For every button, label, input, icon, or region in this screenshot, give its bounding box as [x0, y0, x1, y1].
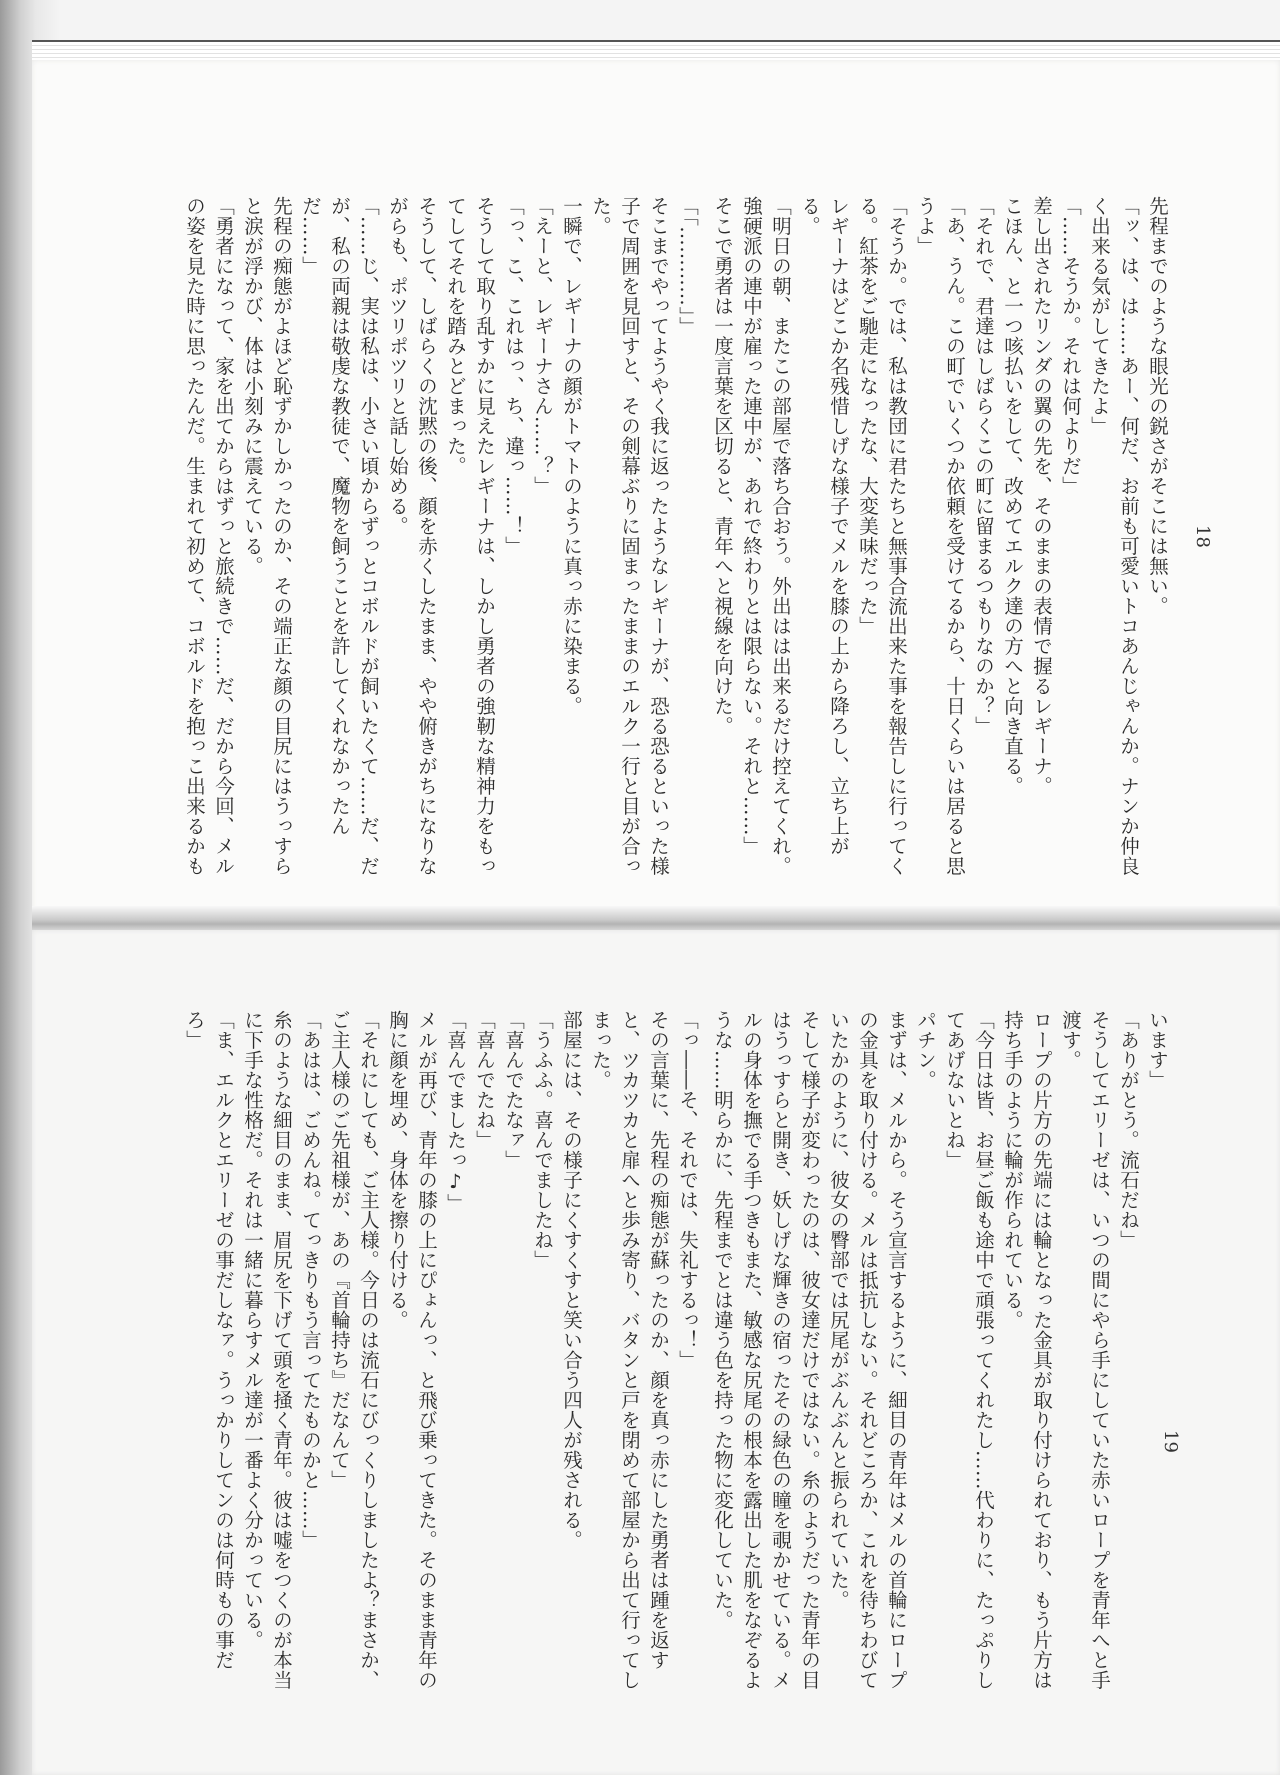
text-line: 「喜んでたなァ」: [502, 1010, 525, 1170]
text-line: 「ありがとう。流石だね」: [1117, 1010, 1140, 1250]
text-line: 「っ、こ、これはっ、ち、違っ……！」: [502, 196, 525, 556]
text-line: こほん、と一つ咳払いをして、改めてエルク達の方へと向き直る。: [1001, 196, 1024, 796]
text-line: 一瞬で、レギーナの顔がトマトのように真っ赤に染まる。: [560, 196, 583, 716]
text-line: 「ま、エルクとエリーゼの事だしなァ。うっかりしてンのは何時もの事だろ」: [183, 1010, 235, 1670]
text-line: そうして取り乱すかに見えたレギーナは、しかし勇者の強靭な精神力をもってしてそれを踏みとどまった。: [444, 196, 496, 876]
text-line: 糸のような細目のまま、眉尻を下げて頭を掻く青年。彼は嘘をつくのが本当に下手な性格だ。それは一緒に暮らすメル達が一番よく分かっている。: [241, 1010, 293, 1690]
text-line: そして様子が変わったのは、彼女達だけではない。糸のようだった青年の目はうっすらと開き、妖しげな輝きの宿ったその緑色の瞳を覗かせている。メルの身体を撫でる手つきもまた、敏感な尻尾の根本を露出した肌をなぞるような……明らかに、先程までとは違う色を持った物に変化していた。: [711, 1010, 821, 1690]
text-line: 部屋には、その様子にくすくすと笑い合う四人が残される。: [560, 1010, 583, 1550]
text-line: レギーナはどこか名残惜しげな様子でメルを膝の上から降ろし、立ち上がる。: [798, 196, 850, 856]
text-line: 「「…………」」: [676, 196, 699, 337]
text-line: 「ッ、は、は……あー、何だ、お前も可愛いトコあんじゃんか。ナンか仲良く出来る気がしてきたよ」: [1088, 196, 1140, 876]
page-18-left-column: [182, 196, 702, 886]
text-line: 「明日の朝、またこの部屋で落ち合おう。外出はは出来るだけ控えてくれ。強硬派の連中が雇った連中が、あれで終わりとは限らない。それと……」: [740, 196, 792, 876]
text-line: 「今日は皆、お昼ご飯も途中で頑張ってくれたし……代わりに、たっぷりしてあげないとね」: [943, 1010, 995, 1690]
text-line: 差し出されたリンダの翼の先を、そのままの表情で握るレギーナ。: [1030, 196, 1053, 796]
text-line: 「喜んでましたっ♪」: [444, 1010, 467, 1214]
text-line: メルが再び、青年の膝の上にぴょんっ、と飛び乗ってきた。そのまま青年の胸に顔を埋め、身体を擦り付ける。: [386, 1010, 438, 1690]
page-19-left-column: [182, 1010, 702, 1700]
text-line: 「そうか。では、私は教団に君たちと無事合流出来た事を報告しに行ってくる。紅茶をご馳走になったな、大変美味だった」: [856, 196, 908, 876]
text-line: 「勇者になって、家を出てからはずっと旅続きで……だ、だから今回、メルの姿を見た時に思ったんだ。生まれて初めて、コボルドを抱っこ出来るかも: [183, 196, 235, 876]
text-line: 「喜んでたね」: [473, 1010, 496, 1150]
text-line: まずは、メルから。そう宣言するように、細目の青年はメルの首輪にロープの金具を取り付ける。メルは抵抗しない。それどころか、これを待ちわびていたかのように、彼女の臀部では尻尾がぶんぶんと振られていた。: [827, 1010, 908, 1690]
text-line: ロープの片方の先端には輪となった金具が取り付けられており、もう片方は持ち手のように輪が作られている。: [1001, 1010, 1053, 1690]
page-18-right-column: [710, 196, 1172, 886]
text-line: 先程までのような眼光の鋭さがそこには無い。: [1146, 196, 1169, 616]
text-line: パチン。: [914, 1010, 937, 1090]
text-line: 「えーと、レギーナさん……？」: [531, 196, 554, 496]
text-line: 先程の痴態がよほど恥ずかしかったのか、その端正な顔の目尻にはうっすらと涙が浮かび、体は小刻みに震えている。: [241, 196, 293, 876]
page-18: [32, 60, 1280, 916]
text-line: その言葉に、先程の痴態が蘇ったのか、顔を真っ赤にした勇者は踵を返すと、ツカツカと扉へと歩み寄り、バタンと戸を閉めて部屋から出て行ってしまった。: [589, 1010, 670, 1690]
text-line: います」: [1146, 1010, 1169, 1090]
text-line: そうして、しばらくの沈黙の後、顔を赤くしたまま、やや俯きがちになりながらも、ポツリポツリと話し始める。: [386, 196, 438, 876]
text-line: 「それで、君達はしばらくこの町に留まるつもりなのか？」: [972, 196, 995, 736]
page-19: [32, 930, 1280, 1775]
text-line: 「あはは、ごめんね。てっきりもう言ってたものかと……」: [299, 1010, 322, 1550]
text-line: 「うふふ。喜んでましたね」: [531, 1010, 554, 1270]
text-line: 「……じ、実は私は、小さい頃からずっとコボルドが飼いたくて……だ、だが、私の両親は敬虔な教徒で、魔物を飼うことを許してくれなかったんだ……」: [299, 196, 380, 876]
text-line: そこで勇者は一度言葉を区切ると、青年へと視線を向けた。: [711, 196, 734, 736]
text-line: そうしてエリーゼは、いつの間にやら手にしていた赤いロープを青年へと手渡す。: [1059, 1010, 1111, 1690]
text-line: 「それにしても、ご主人様。今日のは流石にびっくりしましたよ？まさか、ご主人様のご先祖様が、あの『首輪持ち』だなんて」: [328, 1010, 380, 1690]
text-line: 「……そうか。それは何よりだ」: [1059, 196, 1082, 496]
text-line: 「あ、うん。この町でいくつか依頼を受けてるから、十日くらいは居ると思うよ」: [914, 196, 966, 876]
page-19-right-column: [710, 1010, 1172, 1700]
page-number: 18: [1192, 525, 1213, 548]
page-number: 19: [1160, 1430, 1181, 1453]
text-line: そこまでやってようやく我に返ったようなレギーナが、恐る恐るといった様子で周囲を見回すと、その剣幕ぶりに固まったままのエルク一行と目が合った。: [589, 196, 670, 876]
text-line: 「っ――そ、それでは、失礼するっ！」: [676, 1010, 699, 1370]
